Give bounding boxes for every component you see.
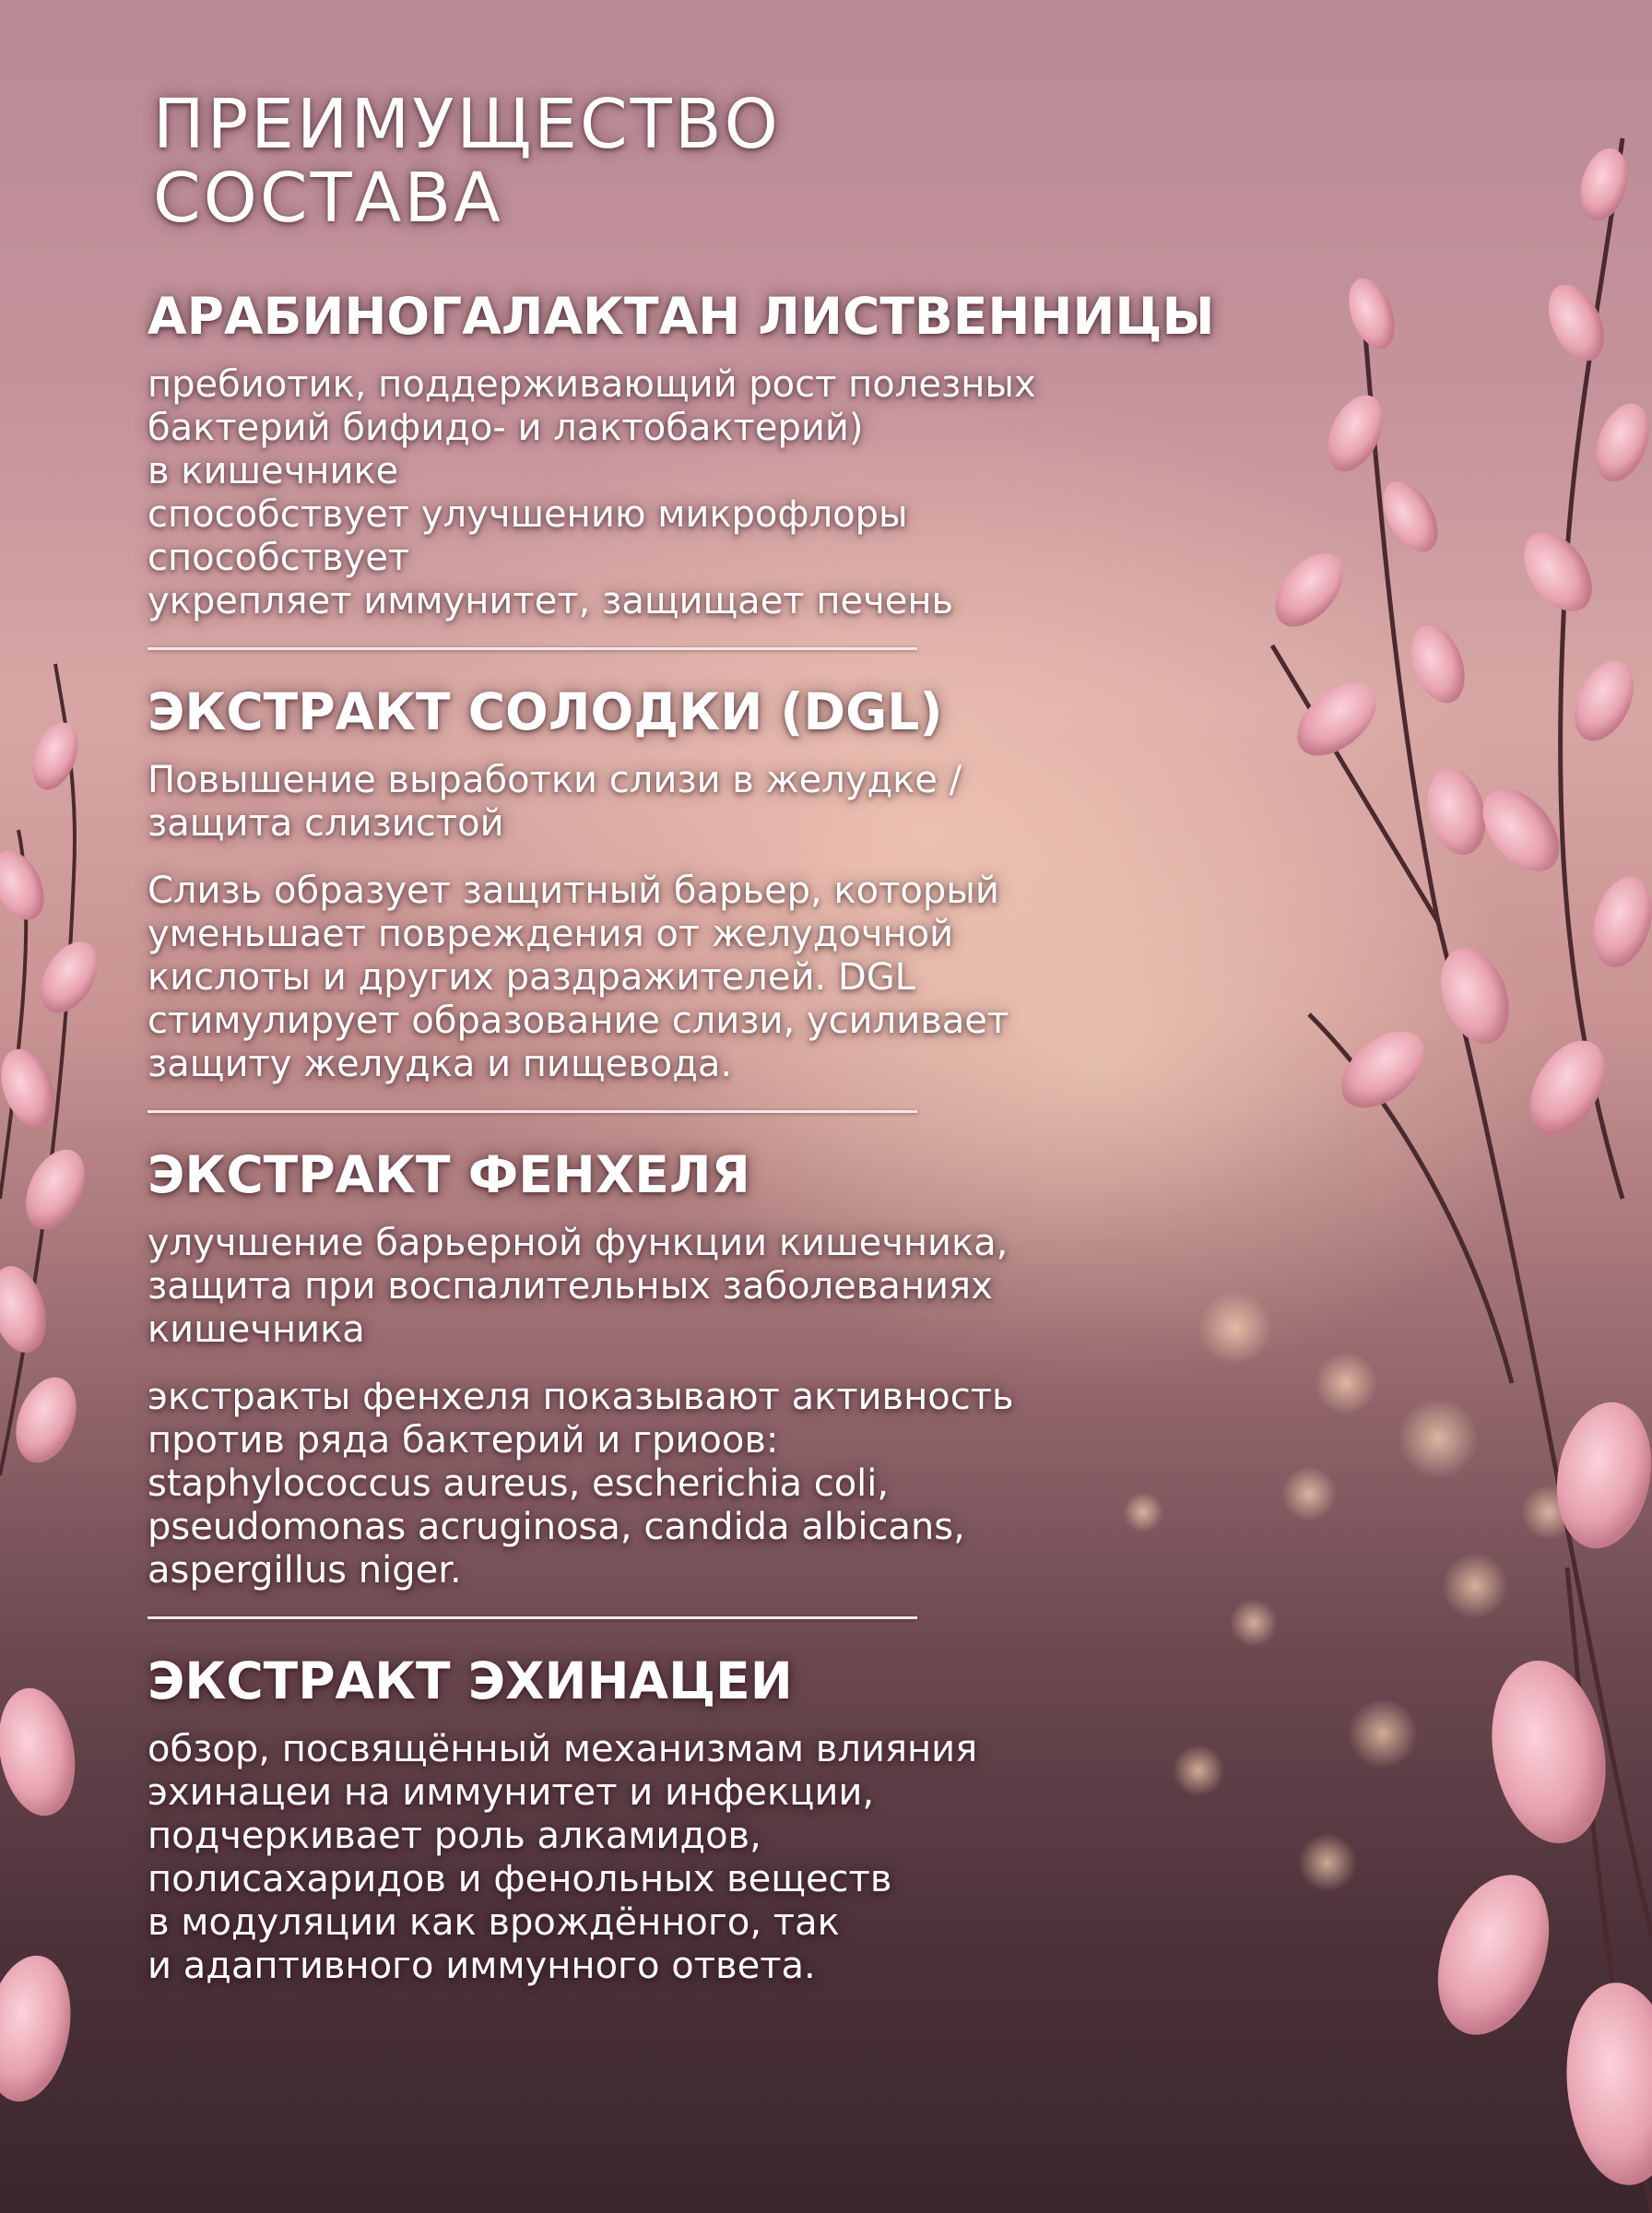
text-line: полисахаридов и фенольных веществ bbox=[148, 1858, 892, 1900]
text-line: бактерий бифидо- и лактобактерий) bbox=[148, 407, 864, 449]
page-title bbox=[153, 85, 1254, 238]
text-line: укрепляет иммунитет, защищает печень bbox=[148, 580, 954, 622]
text-line: уменьшает повреждения от желудочной bbox=[148, 913, 954, 955]
title-line: ПРЕИМУЩЕСТВО bbox=[153, 85, 781, 164]
section-heading: АРАБИНОГАЛАКТАН ЛИСТВЕННИЦЫ bbox=[148, 287, 1215, 346]
left-catkins bbox=[0, 716, 110, 2109]
text-line: защита слизистой bbox=[148, 802, 504, 845]
text-line: и адаптивного иммунного ответа. bbox=[148, 1945, 816, 1987]
text-line: кишечника bbox=[148, 1308, 365, 1351]
text-line: pseudomonas acruginosa, candida albicans, bbox=[148, 1506, 965, 1548]
section-heading: ЭКСТРАКТ ЭХИНАЦЕИ bbox=[148, 1651, 793, 1710]
section-paragraph bbox=[148, 363, 1254, 623]
left-branches bbox=[0, 664, 75, 1475]
text-line: кислоты и других раздражителей. DGL bbox=[148, 956, 915, 999]
text-line: в кишечнике bbox=[148, 450, 399, 492]
text-line: защиту желудка и пищевода. bbox=[148, 1043, 733, 1085]
section-paragraph bbox=[148, 1728, 1254, 1988]
section-divider bbox=[148, 1616, 917, 1619]
right-catkins bbox=[1262, 143, 1652, 2190]
section-paragraph bbox=[148, 870, 1254, 1086]
text-line: экстракты фенхеля показывают активность bbox=[148, 1376, 1014, 1418]
text-line: стимулирует образование слизи, усиливает bbox=[148, 1000, 1009, 1042]
text-line: подчеркивает роль алкамидов, bbox=[148, 1815, 761, 1857]
text-line: staphylococcus aureus, escherichia coli, bbox=[148, 1462, 890, 1505]
section-divider bbox=[148, 1110, 917, 1113]
section-heading: ЭКСТРАКТ СОЛОДКИ (DGL) bbox=[148, 682, 943, 741]
right-branches bbox=[1272, 138, 1652, 2213]
text-line: aspergillus niger. bbox=[148, 1549, 462, 1592]
text-line: Слизь образует защитный барьер, который bbox=[148, 870, 999, 912]
text-line: против ряда бактерий и гриоов: bbox=[148, 1419, 779, 1462]
text-line: способствует bbox=[148, 537, 410, 579]
text-line: способствует улучшению микрофлоры bbox=[148, 493, 908, 536]
text-line: улучшение барьерной функции кишечника, bbox=[148, 1222, 1009, 1264]
section-fennel-extract bbox=[148, 1144, 1254, 1592]
section-divider bbox=[148, 647, 917, 650]
text-line: защита при воспалительных заболеваниях bbox=[148, 1265, 993, 1308]
section-heading: ЭКСТРАКТ ФЕНХЕЛЯ bbox=[148, 1145, 750, 1204]
section-paragraph bbox=[148, 1222, 1254, 1352]
text-line: Повышение выработки слизи в желудке / bbox=[148, 759, 962, 801]
text-line: эхинацеи на иммунитет и инфекции, bbox=[148, 1771, 875, 1814]
text-line: в модуляции как врождённого, так bbox=[148, 1901, 840, 1944]
title-line: СОСТАВА bbox=[153, 159, 503, 238]
composition-benefits bbox=[148, 85, 1254, 2012]
section-licorice-extract bbox=[148, 681, 1254, 1086]
section-paragraph bbox=[148, 759, 1254, 846]
section-paragraph bbox=[148, 1376, 1254, 1592]
text-line: обзор, посвящённый механизмам влияния bbox=[148, 1728, 978, 1770]
section-echinacea-extract bbox=[148, 1651, 1254, 1988]
section-larch-arabinogalactan bbox=[148, 286, 1254, 623]
text-line: пребиотик, поддерживающий рост полезных bbox=[148, 363, 1036, 406]
